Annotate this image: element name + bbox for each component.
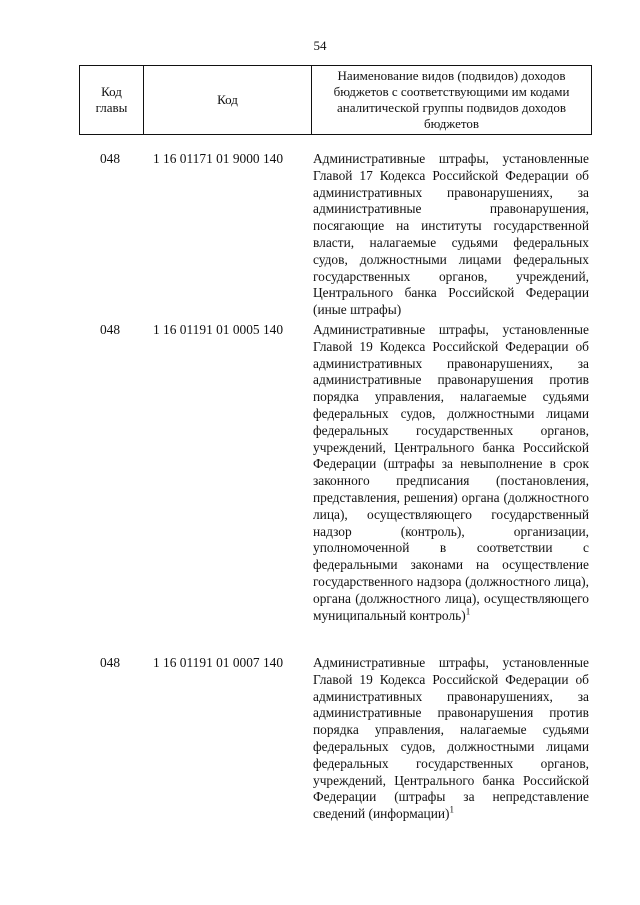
row-code: 1 16 01171 01 9000 140 — [153, 151, 284, 166]
row-chapter-code: 048 — [99, 151, 121, 166]
row-description-text: Административные штрафы, установленные Главой 17 Кодекса Российской Федерации об административных правонарушениях, за административные правонарушения, посягающие на институты государственной власти, налагаемые судьями федеральных судов, должностными лицами федеральных государственных органов, учреждений, Центрального банка Российской Федерации (иные штрафы) — [313, 151, 589, 318]
header-revenue-name: Наименование видов (подвидов) доходов бюджетов с соответствующими им кодами аналитической группы подвидов доходов бюджетов — [312, 66, 592, 135]
table-header — [79, 65, 592, 135]
row-description — [313, 655, 589, 823]
row-description — [313, 151, 589, 319]
header-chapter-code: Код главы — [80, 66, 144, 135]
page-number: 54 — [313, 38, 327, 53]
row-code: 1 16 01191 01 0007 140 — [153, 655, 284, 670]
row-chapter-code: 048 — [99, 655, 121, 670]
row-description-text: Административные штрафы, установленные Главой 19 Кодекса Российской Федерации об административных правонарушениях, за административные правонарушения против порядка управления, налагаемые судьями федеральных судов, должностными лицами федеральных государственных органов, учреждений, Центрального банка Российской Федерации (штрафы за невыполнение в срок законного предписания (постановления, представления, решения) органа (должностного лица), осуществляющего государственный надзор (контроль), организации, уполномоченной в соответствии с федеральными законами на осуществление государственного надзора (должностного лица), органа (должностного лица), осуществляющего муниципальный контроль) — [313, 322, 589, 623]
header-code: Код — [144, 66, 312, 135]
row-description — [313, 322, 589, 624]
footnote-marker: 1 — [449, 804, 454, 815]
row-chapter-code: 048 — [99, 322, 121, 337]
row-code: 1 16 01191 01 0005 140 — [153, 322, 284, 337]
row-description-text: Административные штрафы, установленные Главой 19 Кодекса Российской Федерации об административных правонарушениях, за административные правонарушения против порядка управления, налагаемые судьями федеральных судов, должностными лицами федеральных государственных органов, учреждений, Центрального банка Российской Федерации (штрафы за непредставление сведений (информации) — [313, 655, 589, 822]
footnote-marker: 1 — [465, 606, 471, 617]
